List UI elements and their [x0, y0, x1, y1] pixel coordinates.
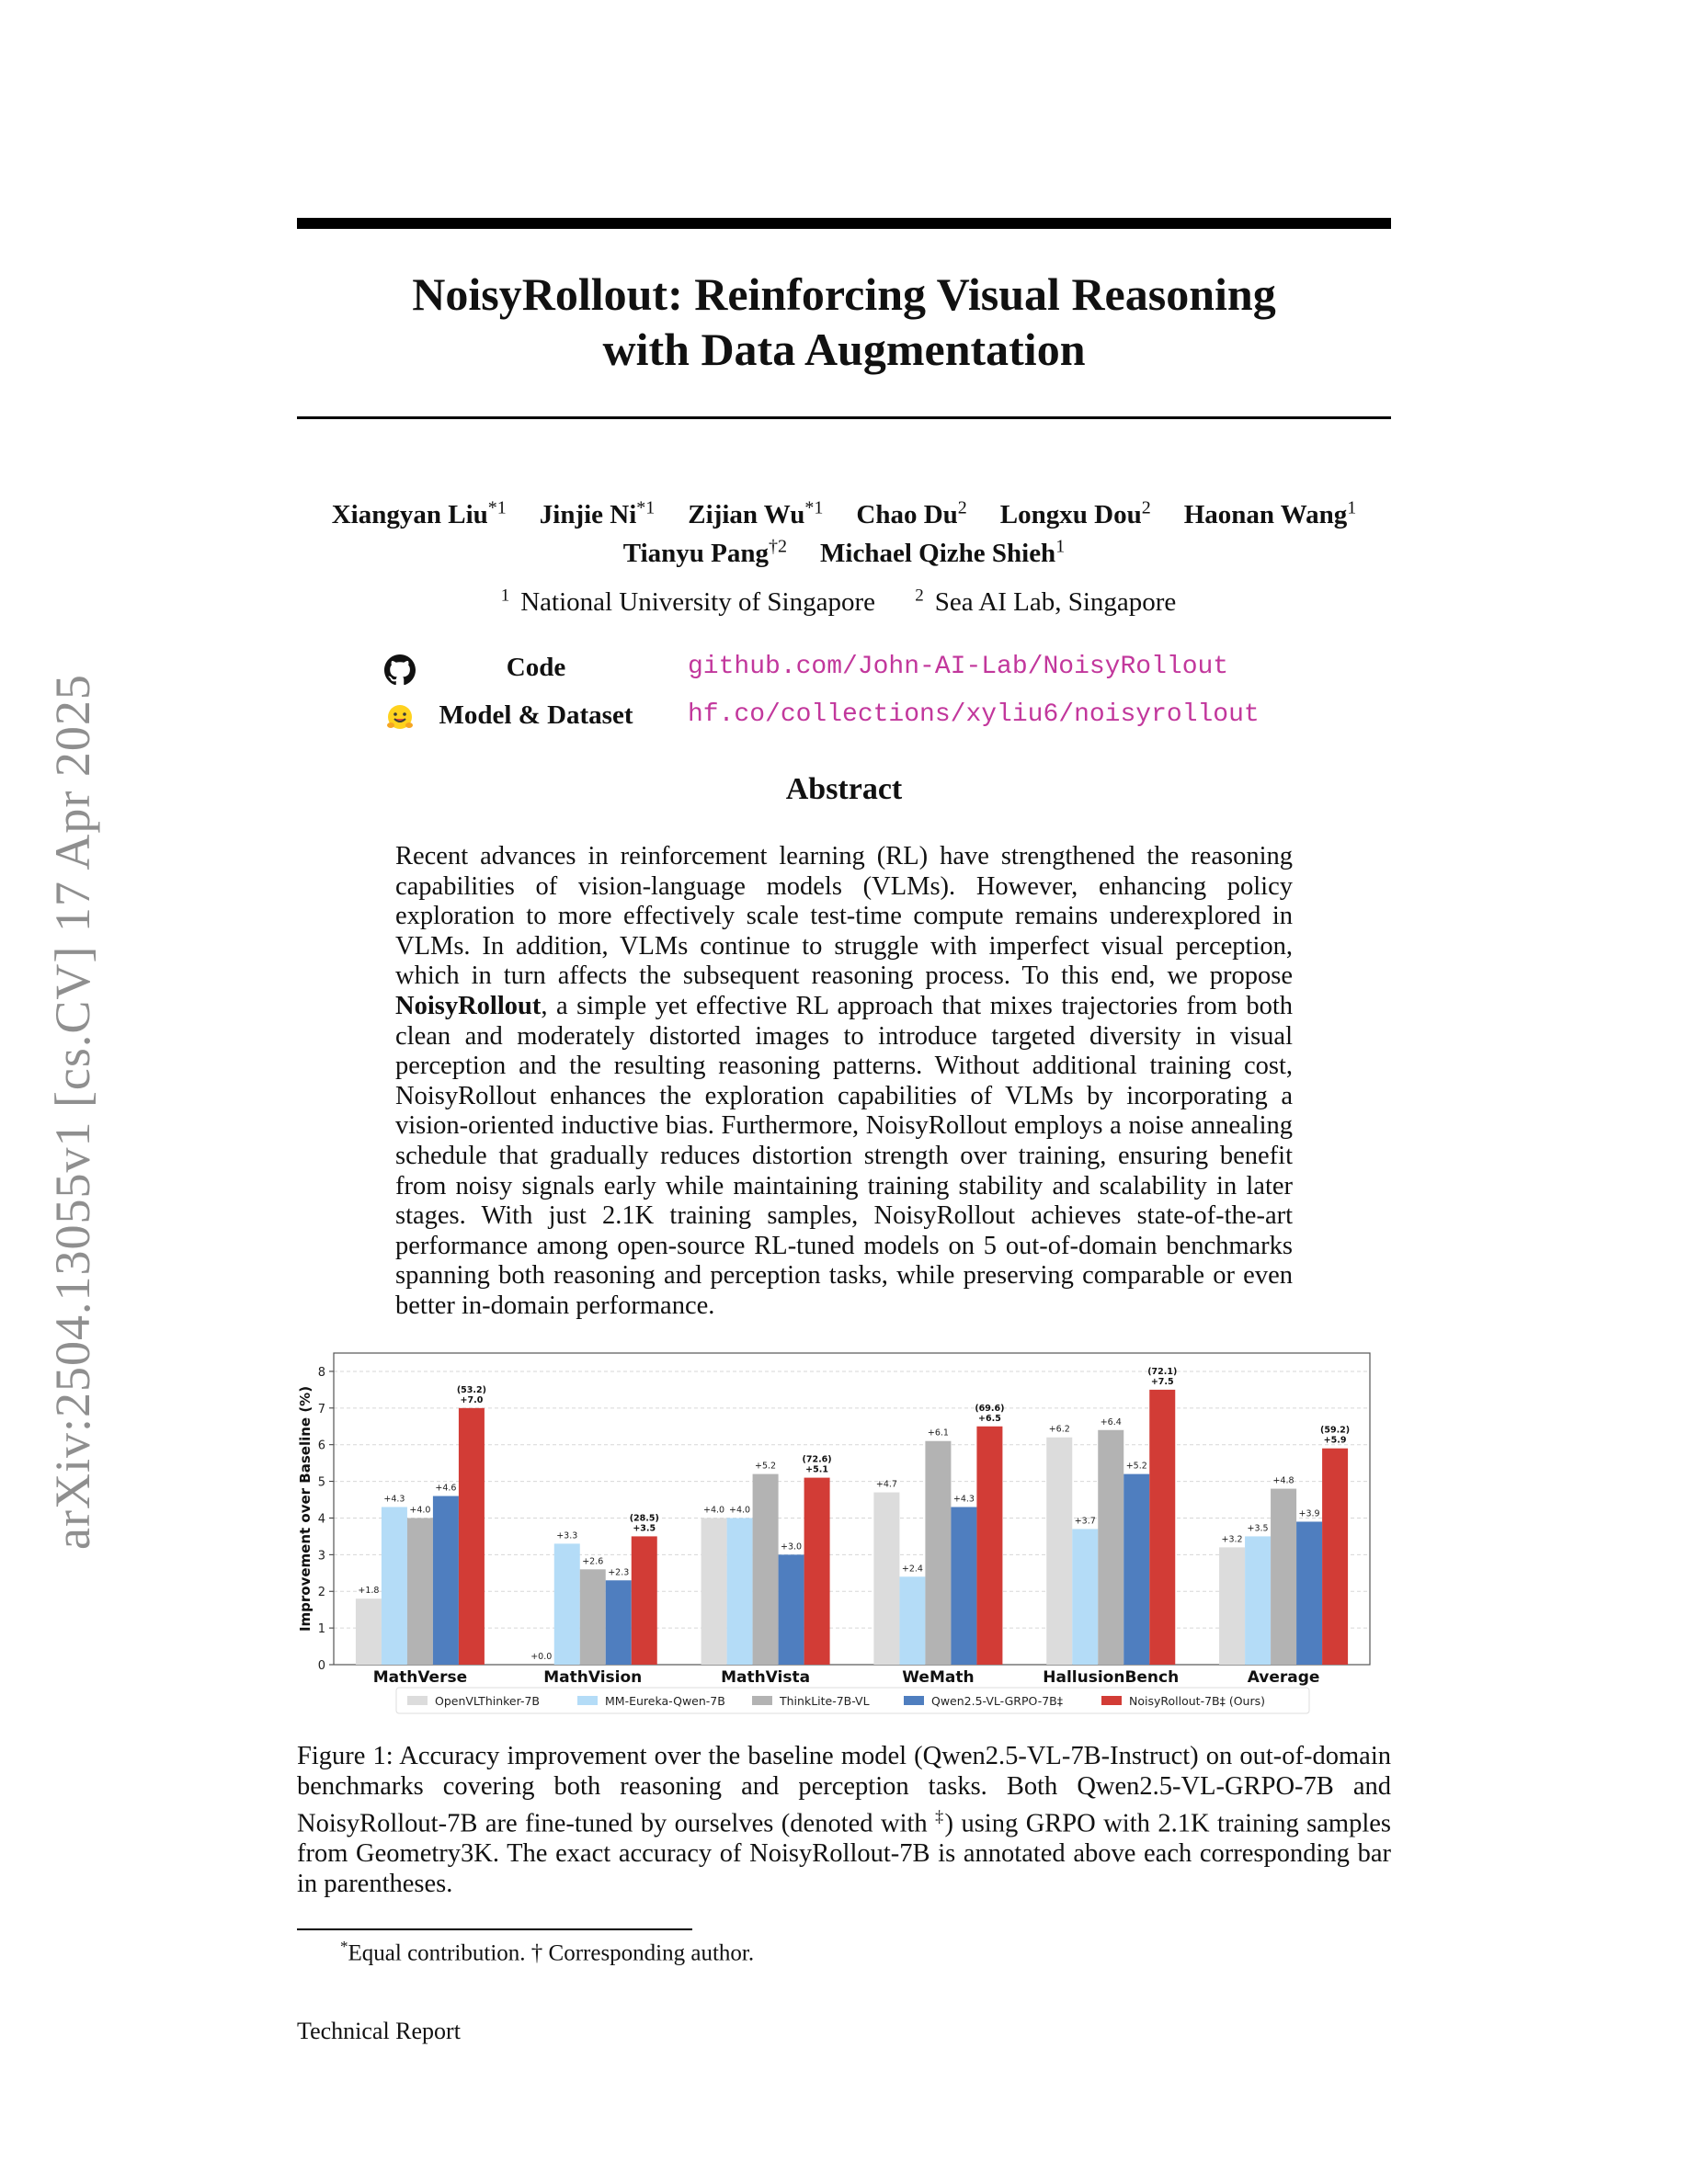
data-label: +6.2	[1048, 1424, 1070, 1435]
bar	[779, 1554, 804, 1665]
model-dataset-link-row	[384, 700, 1340, 748]
bar	[727, 1518, 753, 1665]
y-tick-label: 8	[317, 1365, 325, 1380]
bar	[1072, 1529, 1098, 1665]
data-label: +3.0	[781, 1541, 803, 1553]
bar	[1046, 1438, 1072, 1665]
data-label: +1.8	[358, 1586, 380, 1597]
title-bottom-rule	[297, 416, 1391, 419]
model-dataset-label: Model & Dataset	[439, 700, 633, 730]
data-label: +5.1	[805, 1464, 828, 1475]
code-url-link[interactable]: github.com/John-AI-Lab/NoisyRollout	[688, 653, 1229, 681]
author: Zijian Wu$^{*1}$	[688, 497, 824, 529]
data-label: +5.2	[755, 1461, 777, 1472]
legend-label: OpenVLThinker-7B	[435, 1694, 540, 1708]
x-tick-label: MathVision	[543, 1668, 643, 1687]
data-label: +6.5	[978, 1413, 1001, 1424]
data-label: +4.8	[1272, 1475, 1295, 1486]
y-tick-label: 3	[317, 1549, 325, 1564]
data-label: +6.4	[1100, 1416, 1122, 1428]
data-label: +3.2	[1221, 1534, 1243, 1545]
bar	[356, 1598, 382, 1665]
data-label: +3.7	[1074, 1516, 1096, 1527]
author: Xiangyan Liu$^{*1}$	[331, 497, 507, 529]
footnote: *Equal contribution. † Corresponding author.	[340, 1938, 755, 1966]
author: Chao Du$^2$	[856, 497, 967, 529]
author: Tianyu Pang$^{\dagger 2}$	[622, 536, 788, 569]
code-link-row	[384, 653, 1340, 700]
x-tick-label: MathVista	[721, 1668, 811, 1687]
bar	[580, 1569, 606, 1665]
bar	[976, 1427, 1002, 1665]
y-tick-label: 1	[317, 1622, 325, 1637]
bar	[382, 1507, 407, 1665]
model-dataset-url-link[interactable]: hf.co/collections/xyliu6/noisyrollout	[688, 700, 1260, 729]
bar	[606, 1580, 632, 1665]
data-label: +4.0	[703, 1505, 725, 1516]
resource-links	[384, 653, 1340, 748]
legend-swatch	[1101, 1696, 1122, 1705]
y-axis-label: Improvement over Baseline (%)	[297, 1385, 314, 1632]
legend-label: NoisyRollout-7B‡ (Ours)	[1129, 1694, 1265, 1708]
y-tick-label: 2	[317, 1586, 325, 1600]
author-row-1	[297, 492, 1391, 531]
improvement-bar-chart	[297, 1344, 1391, 1716]
data-label: +2.3	[608, 1567, 630, 1578]
method-name: NoisyRollout	[395, 991, 542, 1020]
footer-label: Technical Report	[297, 2018, 461, 2044]
legend-label: Qwen2.5-VL-GRPO-7B‡	[931, 1694, 1063, 1708]
legend-swatch	[407, 1696, 428, 1705]
bar	[632, 1536, 657, 1665]
data-label: +6.1	[927, 1428, 949, 1439]
author-list	[297, 492, 1391, 570]
y-tick-label: 4	[317, 1512, 325, 1527]
legend-swatch	[904, 1696, 924, 1705]
title-line-2: with Data Augmentation	[602, 324, 1086, 375]
bar	[433, 1496, 459, 1665]
plot-frame	[334, 1353, 1370, 1665]
affiliation: $^2$ Sea AI Lab, Singapore	[915, 586, 1177, 617]
bar	[1322, 1449, 1348, 1665]
bar	[407, 1518, 433, 1665]
bar	[459, 1408, 485, 1665]
data-label: +4.3	[952, 1494, 975, 1505]
accuracy-label: (59.2)	[1320, 1425, 1351, 1436]
bar	[1123, 1474, 1149, 1665]
data-label: +3.5	[1247, 1523, 1269, 1534]
accuracy-label: (28.5)	[629, 1513, 659, 1524]
accuracy-label: (72.6)	[802, 1454, 832, 1465]
bar	[554, 1543, 580, 1665]
data-label: +4.0	[729, 1505, 751, 1516]
data-label: +7.5	[1150, 1376, 1174, 1387]
x-tick-label: WeMath	[902, 1668, 975, 1687]
author: Haonan Wang$^1$	[1183, 497, 1357, 529]
data-label: +2.4	[901, 1564, 923, 1575]
y-tick-label: 0	[317, 1659, 325, 1673]
bar	[1271, 1489, 1296, 1665]
bar	[701, 1518, 727, 1665]
bar	[1296, 1521, 1322, 1665]
footnote-rule	[297, 1928, 692, 1930]
bar	[1219, 1547, 1245, 1665]
author: Longxu Dou$^2$	[999, 497, 1151, 529]
data-label: +4.3	[383, 1494, 405, 1505]
bar	[753, 1474, 779, 1665]
figure-caption: Figure 1: Accuracy improvement over the baseline model (Qwen2.5-VL-7B-Instruct) on out-of-domain benchmarks covering both reasoning and perception tasks. Both Qwen2.5-VL-GRPO-7B and NoisyRollout-7B are fine-tuned by ourselves (denoted with ‡) using GRPO with 2.1K training samples from Geometry3K. The exact accuracy of NoisyRollout-7B is annotated above each corresponding bar in parentheses.	[297, 1742, 1391, 1898]
data-label: +4.6	[435, 1483, 457, 1494]
accuracy-label: (72.1)	[1147, 1366, 1178, 1377]
affiliation: $^1$ National University of Singapore	[500, 586, 875, 617]
legend-swatch	[577, 1696, 598, 1705]
data-label: +4.0	[409, 1505, 431, 1516]
abstract-heading: Abstract	[785, 772, 903, 806]
title-line-1: NoisyRollout: Reinforcing Visual Reasoning	[412, 268, 1276, 320]
affiliations	[297, 586, 1391, 618]
data-label: +2.6	[582, 1556, 604, 1567]
data-label: +4.7	[875, 1479, 897, 1490]
accuracy-label: (69.6)	[975, 1403, 1005, 1414]
bar	[925, 1441, 951, 1665]
bar	[1245, 1536, 1271, 1665]
abstract-text: Recent advances in reinforcement learning (RL) have strengthened the reasoning capabilities of vision-language models (VLMs). However, enhancing policy exploration to more effectively scale test-time compute remains underexplored in VLMs. In addition, VLMs continue to struggle with imperfect visual perception, which in turn affects the subsequent reasoning process. To this end, we propose NoisyRollout, a simple yet effective RL approach that mixes trajectories from both clean and moderately distorted images to introduce targeted diversity in visual perception and the resulting reasoning patterns. Without additional training cost, NoisyRollout enhances the exploration capabilities of VLMs by incorporating a vision-oriented inductive bias. Furthermore, NoisyRollout employs a noise annealing schedule that gradually reduces distortion strength over training, ensuring benefit from noisy signals early while maintaining training stability and scalability in later stages. With just 2.1K training samples, NoisyRollout achieves state-of-the-art performance among open-source RL-tuned models on 5 out-of-domain benchmarks spanning both reasoning and perception tasks, while preserving comparable or even better in-domain performance.	[395, 842, 1293, 1320]
data-label: +5.9	[1323, 1435, 1347, 1446]
paper-title	[297, 267, 1391, 377]
accuracy-label: (53.2)	[456, 1384, 486, 1395]
arxiv-identifier-stamp: arXiv:2504.13055v1 [cs.CV] 17 Apr 2025	[45, 674, 100, 1550]
author: Michael Qizhe Shieh$^1$	[820, 536, 1066, 569]
github-icon	[384, 654, 416, 686]
data-label: +5.2	[1125, 1461, 1147, 1472]
figure-1	[297, 1344, 1391, 1716]
author-row-2	[297, 531, 1391, 571]
bar	[804, 1478, 830, 1665]
y-tick-label: 5	[317, 1475, 325, 1490]
hugging-face-icon	[384, 702, 416, 734]
x-tick-label: HallusionBench	[1043, 1668, 1180, 1687]
y-tick-label: 6	[317, 1439, 325, 1453]
legend-label: ThinkLite-7B-VL	[780, 1694, 870, 1708]
bar	[873, 1493, 899, 1665]
data-label: +0.0	[530, 1652, 553, 1662]
bar	[1149, 1390, 1175, 1665]
title-top-rule	[297, 218, 1391, 229]
data-label: +3.3	[556, 1530, 578, 1541]
legend-label: MM-Eureka-Qwen-7B	[605, 1694, 725, 1708]
data-label: +3.5	[633, 1523, 656, 1534]
data-label: +7.0	[460, 1394, 484, 1405]
y-tick-label: 7	[317, 1402, 325, 1416]
x-tick-label: Average	[1247, 1668, 1320, 1687]
bar	[1098, 1430, 1123, 1665]
bar	[899, 1576, 925, 1665]
x-tick-label: MathVerse	[372, 1668, 468, 1687]
bar	[951, 1507, 976, 1665]
code-label: Code	[506, 653, 566, 682]
author: Jinjie Ni$^{*1}$	[539, 497, 656, 529]
data-label: +3.9	[1298, 1508, 1320, 1519]
legend-swatch	[752, 1696, 772, 1705]
